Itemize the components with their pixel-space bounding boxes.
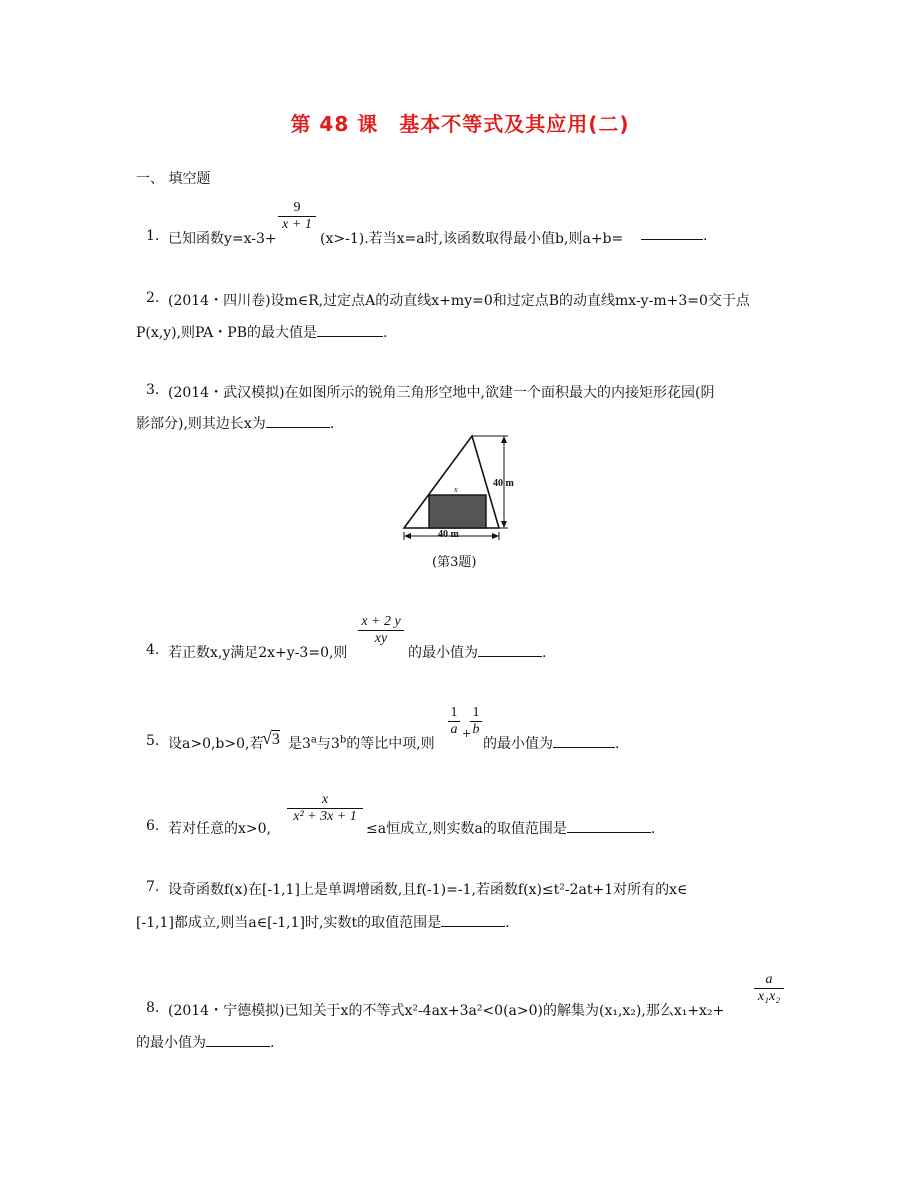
q8-answer-blank[interactable]	[206, 1046, 270, 1047]
q6-end: .	[650, 821, 656, 837]
q3-figure-caption: (第3题)	[432, 555, 477, 570]
q5-text-mid3: 的等比中项,则	[346, 736, 435, 752]
page-title: 第 48 课 基本不等式及其应用(二)	[290, 112, 630, 136]
q7-answer-blank[interactable]	[441, 926, 505, 927]
q5-f2-num: 1	[472, 705, 480, 720]
q8-fraction	[754, 972, 784, 1005]
q6-text-post: ≤a恒成立,则实数a的取值范围是	[366, 821, 567, 837]
q8-number: 8.	[146, 1000, 160, 1016]
q4-fraction	[358, 614, 404, 647]
q4-frac-den: xy	[358, 630, 404, 647]
q5-sqrt: √3	[262, 728, 280, 748]
q5-f1-num: 1	[450, 705, 458, 720]
q2-answer-blank[interactable]	[317, 336, 383, 337]
fig-label-x: x	[454, 485, 458, 494]
height-arrow-top	[501, 436, 507, 443]
q4-frac-num: x + 2 y	[361, 614, 401, 629]
q5-text-mid2: 与3	[316, 736, 340, 752]
q7-line2: [-1,1]都成立,则当a∈[-1,1]时,实数t的取值范围是	[136, 915, 442, 931]
q2-number: 2.	[146, 290, 160, 306]
section-heading: 一、 填空题	[136, 171, 211, 187]
q4-end: .	[542, 645, 547, 661]
q5-fraction-a	[448, 705, 460, 738]
q5-number: 5.	[146, 733, 160, 749]
q5-text-pre: 设a>0,b>0,若	[168, 736, 264, 752]
q5-f2-den: b	[470, 721, 482, 738]
q8-line2: 的最小值为	[136, 1035, 206, 1051]
q6-number: 6.	[146, 818, 160, 834]
q6-frac-den: x² + 3x + 1	[287, 808, 363, 825]
q8-text-pre: (2014・宁德模拟)已知关于x的不等式x²-4ax+3a²<0(a>0)的解集为(x₁,x₂),那么x₁+x₂+	[168, 1003, 725, 1019]
fig-label-base: 40 m	[438, 529, 459, 540]
q7-number: 7.	[146, 879, 160, 895]
q5-end: .	[615, 736, 620, 752]
q4-text-pre: 若正数x,y满足2x+y-3=0,则	[168, 645, 348, 661]
q1-text-pre: 已知函数y=x-3+	[168, 231, 277, 247]
q5-text-post: 的最小值为	[483, 736, 553, 752]
q1-number: 1.	[146, 228, 160, 244]
base-arrow-right	[492, 533, 499, 539]
q1-answer-blank[interactable]	[641, 239, 703, 240]
q6-answer-blank[interactable]	[567, 832, 651, 833]
q5-sup-b: b	[339, 734, 347, 746]
q2-line1: (2014・四川卷)设m∈R,过定点A的动直线x+my=0和过定点B的动直线mx-y-m+3=0交于点	[168, 293, 750, 309]
inscribed-rectangle	[429, 495, 486, 528]
height-arrow-bottom	[501, 521, 507, 528]
q1-frac-num: 9	[293, 200, 301, 215]
q8-frac-den: x₁x₂	[754, 988, 784, 1005]
q1-fraction	[278, 200, 316, 233]
q4-text-post: 的最小值为	[408, 645, 478, 661]
q5-sup-a: a	[310, 734, 317, 746]
q8-end: .	[270, 1035, 275, 1051]
q2-line2: P(x,y),则PA・PB的最大值是	[136, 325, 318, 341]
q1-frac-den: x + 1	[278, 216, 316, 233]
q6-text-pre: 若对任意的x>0,	[168, 821, 271, 837]
q4-number: 4.	[146, 642, 160, 658]
q7-line1: 设奇函数f(x)在[-1,1]上是单调增函数,且f(-1)=-1,若函数f(x)≤t²-2at+1对所有的x∈	[168, 882, 688, 898]
q5-fraction-b	[470, 705, 482, 738]
q6-fraction	[287, 792, 363, 825]
q1-end: .	[703, 228, 708, 244]
q2-end: .	[383, 325, 388, 341]
q5-f1-den: a	[448, 721, 460, 738]
q5-plus: +	[462, 727, 472, 740]
q7-end: .	[505, 915, 510, 931]
q5-text-mid: 是3	[288, 736, 311, 752]
q3-number: 3.	[146, 382, 160, 398]
q1-text-post: (x>-1).若当x=a时,该函数取得最小值b,则a+b=	[320, 231, 624, 247]
q3-triangle-figure	[396, 430, 526, 545]
q3-line2: 影部分),则其边长x为	[136, 416, 266, 432]
base-arrow-left	[404, 533, 411, 539]
q3-answer-blank[interactable]	[266, 427, 330, 428]
q8-frac-num: a	[765, 972, 773, 987]
q6-frac-num: x	[321, 792, 329, 807]
fig-label-height: 40 m	[493, 478, 514, 489]
q5-sqrt-value: 3	[271, 731, 280, 748]
q5-answer-blank[interactable]	[553, 747, 615, 748]
q3-end: .	[329, 416, 335, 432]
q4-answer-blank[interactable]	[478, 656, 542, 657]
q3-line1: (2014・武汉模拟)在如图所示的锐角三角形空地中,欲建一个面积最大的内接矩形花园(阴	[168, 385, 715, 401]
